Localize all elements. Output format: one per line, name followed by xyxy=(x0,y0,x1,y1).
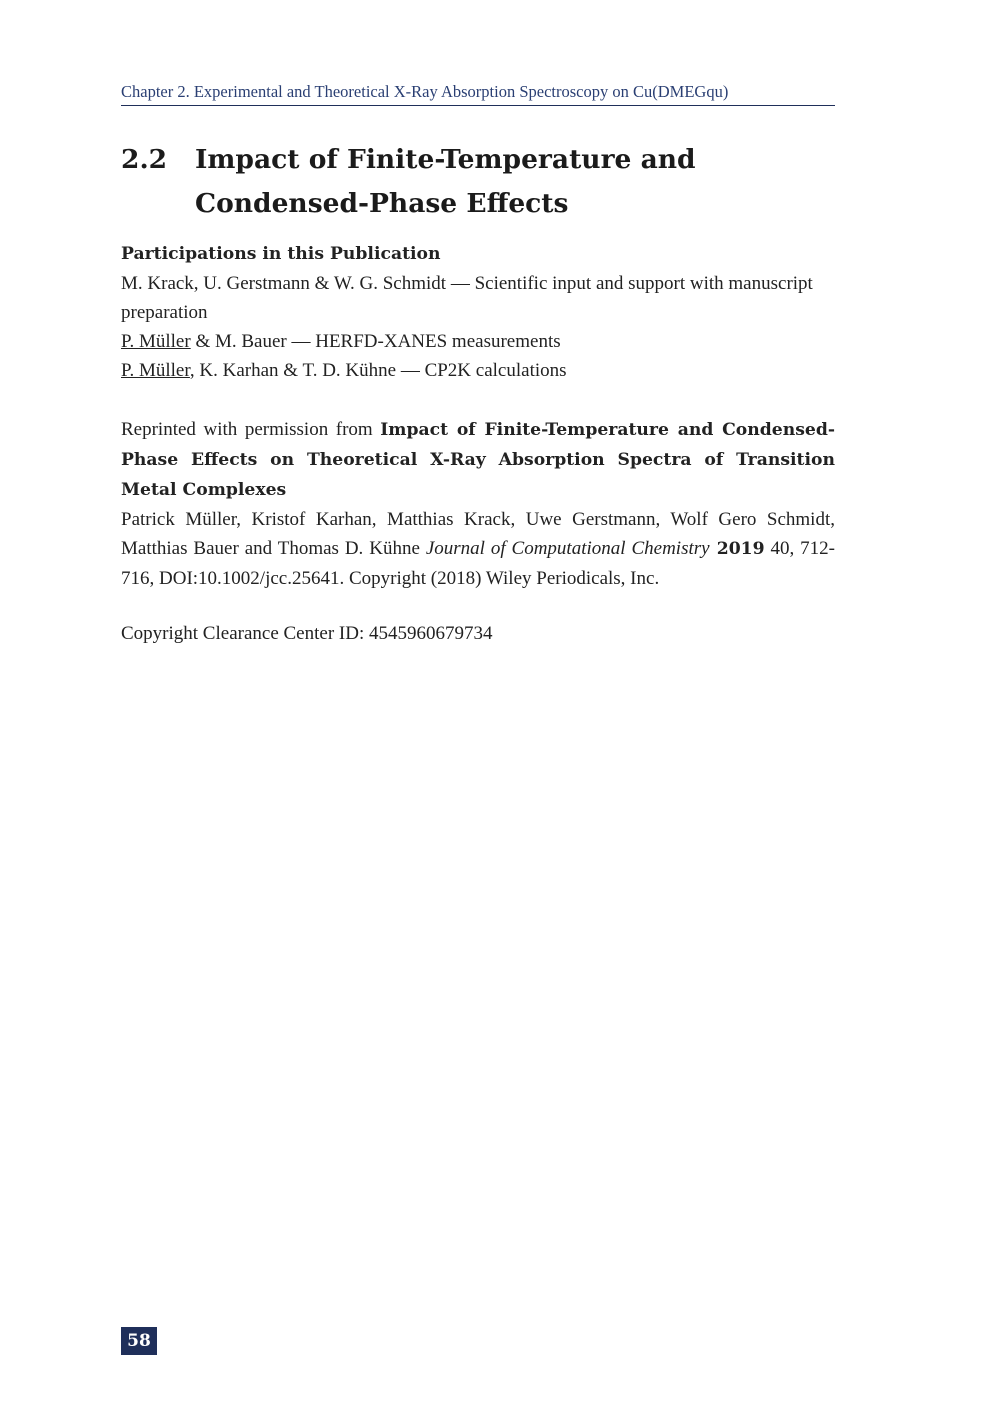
clearance-text: Copyright Clearance Center ID: 4545960679734 xyxy=(121,623,493,644)
participation-line-3-text: , K. Karhan & T. D. Kühne — CP2K calculations xyxy=(189,360,567,381)
participations-block xyxy=(121,240,835,385)
participation-line-2 xyxy=(121,327,835,356)
clearance-id xyxy=(121,619,835,648)
participations-heading: Participations in this Publication xyxy=(121,244,441,264)
underlined-author: P. Müller xyxy=(121,331,191,352)
reprint-intro: Reprinted with permission from xyxy=(121,419,381,440)
participation-line-1: M. Krack, U. Gerstmann & W. G. Schmidt — Scientific input and support with manuscript preparation xyxy=(121,273,813,323)
reprint-journal: Journal of Computational Chemistry xyxy=(425,538,710,559)
underlined-author: P. Müller xyxy=(121,360,190,381)
participation-line-3 xyxy=(121,356,835,385)
reprint-notice xyxy=(121,415,835,593)
page-number: 58 xyxy=(121,1327,157,1355)
section-number: 2.2 xyxy=(121,144,168,175)
participation-line-2-text: & M. Bauer — HERFD-XANES measurements xyxy=(190,331,561,352)
reprint-year: 2019 xyxy=(709,539,765,559)
section-title: Impact of Finite-Temperature and Condensed-Phase Effects xyxy=(195,144,696,219)
running-header xyxy=(121,82,835,106)
reprint-citation: 40, 712-716, DOI:10.1002/jcc.25641. Copyright (2018) Wiley Periodicals, Inc. xyxy=(121,538,835,589)
running-header-text: Chapter 2. Experimental and Theoretical X-Ray Absorption Spectroscopy on Cu(DMEGqu) xyxy=(121,82,729,101)
reprint-authors: Patrick Müller, Kristof Karhan, Matthias Krack, Uwe Gerstmann, Wolf Gero Schmidt, Matthias Bauer and Thomas D. Kühne xyxy=(121,509,835,559)
reprint-paper-title: Impact of Finite-Temperature and Condensed-Phase Effects on Theoretical X-Ray Absorption Spectra of Transition Metal Complexes xyxy=(121,420,835,500)
